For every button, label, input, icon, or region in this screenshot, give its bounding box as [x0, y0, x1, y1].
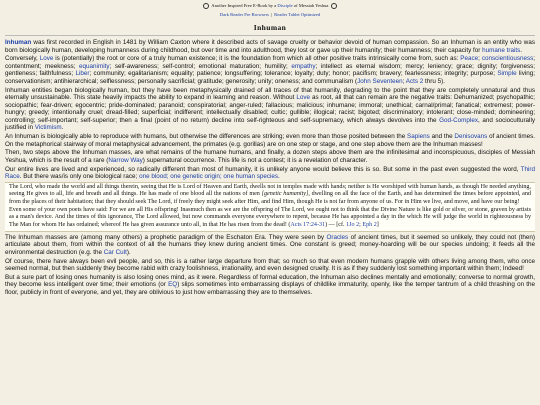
header-text: Another Inspired Free E-Book by a [211, 3, 277, 9]
circle-icon [203, 3, 209, 9]
1jo-2-link[interactable]: 1Jo 2 [346, 221, 360, 228]
love-link[interactable]: Love [39, 55, 54, 63]
paragraph: The Inhuman masses are (among many others) a prophetic paradigm of the Eschaton Era. They were seen by Oracles of ancient times, but it seemed so unlikely, they could not (then) articulate about them, from within the context of all the humans they knew during ancient times. One constant is greed; money-hoarding will be our species undoing; it feeds all the environmental destruction (e.g. the Car Cult). [5, 233, 536, 256]
paragraph: Of course, there have always been evil people, and so, this is a rather large departure from that; so much so that even modern humans grapple with others living among them, who once seemed normal, but then suddenly they become rabid with crazy foolishness, irrationality, and even designed cruelty. It is as if they suddenly lost something important within them; Indeed! [5, 257, 535, 273]
term-inhuman: Inhuman [5, 39, 32, 47]
header-line-2: Dark Reader Pre Browsers | Reader Tablet Optimized [219, 12, 321, 18]
oracles-link[interactable]: Oracles [326, 233, 349, 241]
reader-tablet-link[interactable]: Reader Tablet Optimized [274, 12, 321, 18]
acts-2-link[interactable]: Acts 2 [405, 77, 424, 85]
john-seventeen-link[interactable]: John Seventeen [357, 77, 403, 85]
paragraph: Our entire lives are lived and experienced, so radically different than most of humanity, it is unlikely anyone would believe this is so. But some in the past even suggested the word, Third Race. But there was/is only one biological race; one blood; one genetic origin; one human species. [5, 165, 535, 181]
love-link[interactable]: Love [296, 94, 310, 102]
divider [5, 35, 535, 36]
circle-icon [331, 3, 337, 9]
peace-link[interactable]: Peace [460, 55, 479, 63]
page-title: Inhuman [253, 23, 287, 33]
car-cult-link[interactable]: Car Cult [103, 248, 127, 256]
empathy-link[interactable]: empathy [291, 62, 316, 70]
sapiens-link[interactable]: Sapiens [407, 133, 430, 141]
paragraph: An Inhuman is biologically able to reproduce with humans, but otherwise the differences are striking; even more than those posited between the Sapiens and the Denisovans of ancient times. On the metaphorical stairway of moral metaphysical advancement, the primates (e.g. gorillas) are on one step or stage, and one step above them are the Inhuman masses! [5, 133, 536, 148]
eq-link[interactable]: EQ [168, 281, 178, 289]
disciple-link[interactable]: Disciple [277, 3, 293, 9]
one-race-link[interactable]: one blood; one genetic origin; one human species [139, 173, 279, 181]
scripture-paragraph: Even some of your own poets have said: For we are all His offspring! Inasmuch then as we are the offspring of The Lord, we ought not to think that the Divine Nature is like gold or silver, or stone, graven by artists as a man's device. And the times of this ignorance, The Lord allowed, but now commands everyone everywhere to repent, because He has appointed a day in the which He will judge the world in righteousness by The Man for whom He has ordained; whereof He has given assurance unto all, in that He has risen from the dead! (Acts 17:24-31) — [cf. 1Jo 2; Eph 2] [9, 206, 531, 228]
paragraph: Inhuman was first recorded in English in 1481 by William Caxton where it described acts of savage cruelty or behavior devoid of human compassion. So an Inhuman is an entity who was born biologically human, developing humanness during childhood, but over time and into adulthood, they lost or gave up their humanity; their humanness; their capacity for humane traits. [5, 39, 535, 54]
scripture-paragraph: The Lord, who made the world and all things therein, seeing that He is Lord of Heaven and Earth, dwells not in temples made with hands; neither is He worshiped with human hands, as though He needed anything, seeing He gives to all, life and breath and all things. He has made of one blood all the nations of men [genetic humanity], dwelling on all the face of the Earth, and has determined the times before appointed, and from the places of their habitation; that they should seek The Lord, if freely they might seek after Him, and find Him, though He is not far from anyone of us. For in Him we live, and move, and have our being! [9, 184, 531, 205]
victimism-link[interactable]: Victimism [34, 124, 62, 132]
conscientiousness-link[interactable]: conscientiousness [481, 55, 534, 63]
header-line-1 [5, 3, 535, 9]
acts-17-link[interactable]: Acts 17:24-31 [290, 221, 326, 228]
dark-reader-link[interactable]: Dark Reader Pre Browsers [219, 12, 269, 18]
third-race-link[interactable]: Third Race [5, 165, 535, 181]
equanimity-link[interactable]: equanimity [79, 62, 110, 70]
god-complex-link[interactable]: God-Complex [439, 116, 478, 124]
paragraph: But a sure part of losing ones humanity is also losing ones mind, as it were. Regardless of formal education, the Inhuman also declines mentally and emotionally; converse to normal growth, they become less intelligent over time; their emotions (or EQ) slips sometimes into embarrassing displays of childlike immaturity, openly, like the temper tantrum of a child thrashing on the floor, publicly in front of everyone, and yet, they are oblivious to just how embarrassing they are to themselves. [5, 273, 536, 297]
scripture-quote [5, 182, 535, 232]
humane-traits-link[interactable]: humane traits [482, 46, 521, 54]
header-text: of Messiah Yeshua [293, 3, 329, 9]
denisovans-link[interactable]: Denisovans [454, 133, 488, 141]
eph-2-link[interactable]: Eph 2 [362, 221, 377, 228]
simple-link[interactable]: Simple [497, 70, 517, 78]
paragraph: Then, two steps above the Inhuman masses, are what remains of the humane humans, and finally, a dozen steps above them are the infinitesimal and inconspicuous, disciples of Messiah Yeshua, which is the result of a rare (Narrow Way) supernatural occurrence. This life is not a contest; it is a revelation of character. [5, 149, 535, 165]
liber-link[interactable]: Liber [75, 70, 90, 78]
paragraph: Conversely, Love is (potentially) the root or core of a truly human existence; it is the foundation from which all other positive traits intrinsically come from, such as: Peace; conscientiousness; contentment; meekness; equanimity; self-awareness; self-control; emotional maturation; humility; empathy; intellect as eternal wisdom; mercy; leniency; grace; dignity; forgiveness; gentleness; faithfulness; Liber; community; egalitarianism; equality; patience; longsuffering; tolerance; loyalty; duty; honor; pacifism; bravery; fearlessness; integrity; purpose; Simple living; conservationism; antihierarchical; selflessness; personally sacrificial; gratitude; generosity; unity; oneness; and communalism (John Seventeen; Acts 2 thru 5). [5, 55, 536, 85]
paragraph: Inhuman entities began biologically human, but they have been metaphysically drained of all traces of that humanity, degrading to the point that they are completely unnatural and thus eternally unsustainable. This state heavily impacts the ability to expand in learning and reason. Without Love as root, all that can remain are the negative traits: Dehumanized; psychopathic; sociopathic; fear-driven; egocentric; pride-dominated; paranoid; conspiratorial; anger-ruled; fallacious; malicious; inhumane; immoral; unethical; carnal/primal; fanatical; extremest; power-hungry; greedy; intentionally cruel; dread-filled; superficial; indifferent; intellectually disabled; cultic; gullible; illogical; racist; bigoted; discriminatory; intolerant; close-minded; domineering; controlling; self-important; self-superior; then a final (point of no return) decline into self-righteous and self-supremacy, which always devolves into the God-Complex, and socioculturally justified in Victimism. [5, 86, 536, 132]
narrow-way-link[interactable]: Narrow Way [108, 157, 143, 165]
